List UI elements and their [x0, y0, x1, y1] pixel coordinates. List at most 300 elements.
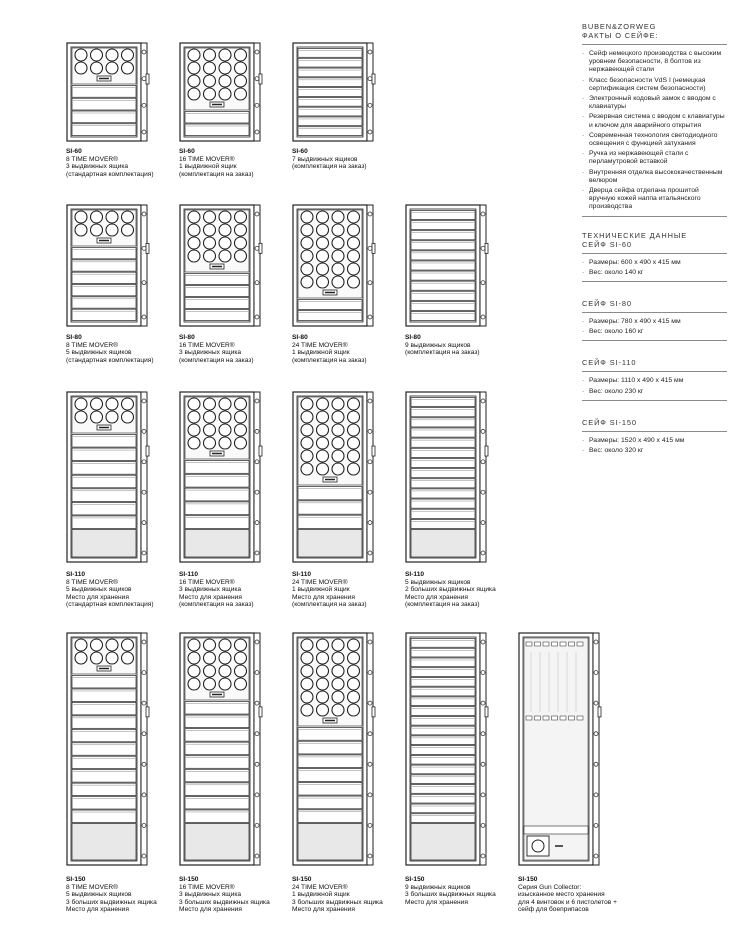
safe-caption	[66, 571, 154, 609]
watch-winder	[219, 639, 231, 651]
bolt	[255, 640, 259, 644]
safe-caption	[292, 876, 383, 914]
drawer	[411, 794, 475, 803]
safe-side	[254, 633, 260, 865]
watch-winder	[317, 211, 329, 223]
drawer	[411, 736, 475, 745]
bolt	[255, 103, 259, 107]
bolt	[481, 701, 485, 705]
watch-winder	[332, 704, 344, 716]
safe-drawing	[292, 391, 376, 563]
watch-winder	[301, 665, 313, 677]
bolt	[368, 640, 372, 644]
caption-line: 16 TIME MOVER®	[179, 341, 235, 349]
watch-winder	[332, 250, 344, 262]
spec-weight: · Вес: около 140 кг	[582, 269, 727, 277]
bolt	[481, 429, 485, 433]
bolt	[255, 130, 259, 134]
watch-winder	[332, 463, 344, 475]
watch-winder	[332, 678, 344, 690]
spec-size: · Размеры: 1110 x 490 x 415 мм	[582, 377, 727, 385]
watch-winder	[204, 88, 216, 100]
handle	[372, 707, 375, 717]
watch-winder	[188, 49, 200, 61]
bolt	[255, 701, 259, 705]
model-name: SI-60	[66, 148, 82, 155]
watch-winder	[204, 224, 216, 236]
watch-winder	[348, 411, 360, 423]
watch-winder	[348, 437, 360, 449]
drawer	[411, 489, 475, 498]
bolt	[255, 460, 259, 464]
storage-space	[185, 530, 249, 558]
watch-winder	[91, 62, 103, 74]
watch-winder	[219, 49, 231, 61]
watch-winder	[122, 211, 134, 223]
model-name: SI-150	[405, 876, 425, 883]
storage-space	[298, 530, 362, 558]
safe-drawing	[292, 632, 376, 866]
watch-winder	[332, 437, 344, 449]
watch-winder	[348, 463, 360, 475]
watch-winder	[332, 237, 344, 249]
handle	[259, 243, 262, 253]
watch-winder	[219, 652, 231, 664]
watch-winder	[332, 691, 344, 703]
safe-drawing	[66, 204, 150, 327]
bolt	[481, 793, 485, 797]
fact-item: · Современная технология светодиодного освещения с функцией затухания	[582, 132, 727, 148]
model-name: SI-80	[405, 334, 421, 341]
handle	[146, 243, 149, 253]
bolt	[368, 854, 372, 858]
drawer	[411, 658, 475, 667]
bolt	[368, 77, 372, 81]
watch-winder	[332, 424, 344, 436]
watch-winder	[188, 398, 200, 410]
watch-winder	[204, 62, 216, 74]
safe-drawing	[66, 391, 150, 563]
drawer	[411, 707, 475, 716]
watch-winder	[301, 424, 313, 436]
bolt	[481, 490, 485, 494]
drawer	[411, 668, 475, 677]
watch-winder	[348, 450, 360, 462]
caption-line: Место для хранения	[292, 906, 355, 914]
handle	[485, 446, 488, 456]
watch-winder	[235, 49, 247, 61]
watch-winder	[301, 652, 313, 664]
drawer	[298, 78, 362, 87]
drawer	[411, 775, 475, 784]
drawer	[298, 68, 362, 77]
caption-line: 16 TIME MOVER®	[179, 883, 235, 891]
drawer	[411, 499, 475, 508]
bolt	[481, 640, 485, 644]
watch-winder	[235, 224, 247, 236]
watch-winder	[317, 678, 329, 690]
spec-weight: · Вес: около 320 кг	[582, 447, 727, 455]
model-name: SI-60	[179, 148, 195, 155]
handle	[372, 74, 375, 84]
drawer	[72, 285, 136, 296]
watch-winder	[188, 652, 200, 664]
watch-winder	[219, 62, 231, 74]
bolt	[594, 854, 598, 858]
caption-line: 3 выдвижных ящика	[66, 163, 129, 171]
bolt	[481, 671, 485, 675]
bolt	[142, 701, 146, 705]
watch-winder	[235, 75, 247, 87]
bolt	[368, 762, 372, 766]
safe-drawing	[292, 204, 376, 327]
bolt	[594, 732, 598, 736]
watch-winder	[91, 411, 103, 423]
safe-side	[141, 43, 147, 141]
bolt	[368, 490, 372, 494]
watch-winder	[301, 691, 313, 703]
drawer	[411, 755, 475, 764]
divider	[582, 312, 727, 313]
watch-winder	[317, 237, 329, 249]
caption-line: 24 TIME MOVER®	[292, 578, 348, 586]
safe-caption	[179, 876, 270, 914]
safe-side	[367, 633, 373, 865]
watch-winder	[75, 62, 87, 74]
divider	[582, 281, 727, 282]
watch-winder	[317, 450, 329, 462]
caption-line: Место для хранения	[66, 593, 129, 601]
watch-winder	[348, 691, 360, 703]
watch-winder	[235, 678, 247, 690]
bolt	[255, 399, 259, 403]
handle	[372, 243, 375, 253]
storage-space	[298, 824, 362, 861]
caption-line: 1 выдвижной ящик	[292, 349, 350, 357]
watch-winder	[332, 639, 344, 651]
facts-list	[582, 50, 727, 212]
caption-line: 24 TIME MOVER®	[292, 883, 348, 891]
drawer	[298, 311, 362, 321]
watch-winder	[301, 463, 313, 475]
safe-caption	[405, 571, 496, 609]
spec-size: · Размеры: 600 x 490 x 415 мм	[582, 259, 727, 267]
caption-line: 9 выдвижных ящиков	[405, 883, 471, 891]
safe-caption	[518, 876, 617, 914]
watch-winder	[235, 652, 247, 664]
bolt	[142, 50, 146, 54]
bolt	[142, 315, 146, 319]
drawer	[298, 97, 362, 106]
watch-winder	[317, 398, 329, 410]
caption-line: 5 выдвижных ящиков	[66, 349, 132, 357]
watch-winder	[235, 237, 247, 249]
watch-winder	[106, 211, 118, 223]
safe-drawing	[66, 632, 150, 866]
watch-winder	[219, 75, 231, 87]
caption-line: 8 TIME MOVER®	[66, 155, 118, 163]
divider	[582, 371, 727, 372]
caption-line: (комплектация на заказ)	[405, 349, 480, 357]
bolt	[481, 762, 485, 766]
watch-winder	[188, 411, 200, 423]
brand-name: BUBEN&ZORWEG	[582, 22, 657, 31]
drawer	[185, 310, 249, 321]
bolt	[368, 823, 372, 827]
watch-winder	[219, 424, 231, 436]
watch-winder	[91, 49, 103, 61]
watch-winder	[106, 398, 118, 410]
model-name: SI-110	[405, 571, 425, 578]
watch-winder	[219, 211, 231, 223]
watch-winder	[106, 62, 118, 74]
drawer	[411, 716, 475, 725]
watch-winder	[106, 224, 118, 236]
caption-line: Место для хранения	[66, 906, 129, 914]
fact-item: · Сейф немецкого производства с высоким уровнем безопасности, 8 болтов из нержавеющей стали	[582, 50, 727, 75]
drawer	[411, 241, 475, 250]
specs-heading: ТЕХНИЧЕСКИЕ ДАННЫЕ	[582, 230, 688, 240]
caption-line: (комплектация на заказ)	[179, 601, 254, 609]
watch-winder	[317, 424, 329, 436]
bolt	[594, 823, 598, 827]
safe-drawing	[405, 204, 489, 327]
bolt	[255, 793, 259, 797]
divider	[582, 44, 727, 45]
drawer	[185, 286, 249, 297]
safe-side	[141, 205, 147, 326]
handle	[259, 707, 262, 717]
bolt	[594, 671, 598, 675]
watch-winder	[348, 250, 360, 262]
watch-winder	[332, 276, 344, 288]
watch-winder	[317, 411, 329, 423]
bolt	[481, 732, 485, 736]
watch-winder	[348, 276, 360, 288]
watch-winder	[301, 211, 313, 223]
drawer	[411, 271, 475, 280]
drawer	[411, 479, 475, 488]
caption-line: (комплектация на заказ)	[292, 163, 367, 171]
drawer	[411, 746, 475, 755]
handle	[485, 243, 488, 253]
model-name: SI-80	[292, 334, 308, 341]
handle	[146, 446, 149, 456]
bolt	[481, 854, 485, 858]
bolt	[255, 50, 259, 54]
caption-line: 5 выдвижных ящиков	[66, 586, 132, 594]
bolt	[142, 732, 146, 736]
handle	[259, 446, 262, 456]
safe-side	[254, 205, 260, 326]
caption-line: 3 выдвижных ящика	[179, 349, 242, 357]
safe-side	[480, 633, 486, 865]
bolt	[368, 793, 372, 797]
watch-winder	[188, 62, 200, 74]
bolt	[142, 793, 146, 797]
bolt	[368, 315, 372, 319]
watch-winder	[301, 398, 313, 410]
safe-side	[367, 43, 373, 141]
safe-caption	[179, 334, 254, 364]
storage-space	[72, 530, 136, 558]
watch-winder	[122, 224, 134, 236]
drawer	[72, 248, 136, 259]
drawer	[411, 448, 475, 457]
bolt	[255, 854, 259, 858]
watch-winder	[301, 411, 313, 423]
watch-winder	[204, 398, 216, 410]
bolt	[255, 732, 259, 736]
bolt	[255, 77, 259, 81]
drawer	[411, 814, 475, 823]
watch-winder	[235, 411, 247, 423]
spec-weight: · Вес: около 230 кг	[582, 388, 727, 396]
watch-winder	[75, 411, 87, 423]
drawer	[298, 300, 362, 310]
bolt	[481, 460, 485, 464]
watch-winder	[106, 639, 118, 651]
drawer	[411, 765, 475, 774]
spec-title-si110: СЕЙФ SI-110	[582, 358, 637, 368]
drawer	[411, 639, 475, 648]
drawer	[185, 298, 249, 309]
caption-line: 5 выдвижных ящиков	[405, 578, 471, 586]
caption-line: изысканное место хранения	[518, 891, 605, 899]
drawer	[298, 58, 362, 67]
drawer	[411, 677, 475, 686]
spec-size: · Размеры: 780 x 490 x 415 мм	[582, 318, 727, 326]
caption-line: 8 TIME MOVER®	[66, 883, 118, 891]
watch-winder	[301, 263, 313, 275]
watch-winder	[317, 704, 329, 716]
drawer	[185, 112, 249, 124]
watch-winder	[188, 211, 200, 223]
bolt	[368, 701, 372, 705]
caption-line: (комплектация на заказ)	[179, 356, 254, 364]
spec-title-si60: СЕЙФ SI-60	[582, 239, 632, 249]
bolt	[368, 429, 372, 433]
drawer	[411, 398, 475, 407]
watch-winder	[91, 652, 103, 664]
watch-winder	[332, 211, 344, 223]
drawer	[411, 291, 475, 300]
watch-winder	[317, 691, 329, 703]
spec-title-si80: СЕЙФ SI-80	[582, 299, 632, 309]
safe-drawing	[518, 632, 602, 866]
drawer	[298, 49, 362, 58]
bolt	[255, 246, 259, 250]
bolt	[368, 671, 372, 675]
watch-winder	[204, 639, 216, 651]
bolt	[481, 246, 485, 250]
bolt	[255, 823, 259, 827]
bolt	[142, 823, 146, 827]
bolt	[142, 130, 146, 134]
safe-caption	[179, 148, 254, 178]
fact-item: · Внутренняя отделка высококачественным велюром	[582, 169, 727, 185]
spec-list-si80	[582, 318, 727, 336]
drawer	[72, 260, 136, 271]
caption-line: (комплектация на заказ)	[405, 601, 480, 609]
watch-winder	[348, 704, 360, 716]
bolt	[368, 460, 372, 464]
bolt	[142, 429, 146, 433]
watch-winder	[348, 398, 360, 410]
watch-winder	[91, 639, 103, 651]
model-name: SI-150	[518, 876, 538, 883]
watch-winder	[122, 639, 134, 651]
divider	[582, 253, 727, 254]
watch-winder	[188, 639, 200, 651]
caption-line: 2 больших выдвижных ящика	[405, 586, 496, 594]
watch-winder	[235, 62, 247, 74]
caption-line: (стандартная комплектация)	[66, 170, 154, 178]
safe-drawing	[179, 42, 263, 142]
drawer	[411, 231, 475, 240]
model-name: SI-150	[292, 876, 312, 883]
model-name: SI-110	[292, 571, 312, 578]
model-name: SI-150	[179, 876, 199, 883]
watch-winder	[301, 224, 313, 236]
bolt	[142, 399, 146, 403]
watch-winder	[348, 424, 360, 436]
watch-winder	[235, 250, 247, 262]
caption-line: Место для хранения	[292, 593, 355, 601]
divider	[582, 400, 727, 401]
drawer	[411, 211, 475, 220]
bolt	[368, 551, 372, 555]
watch-winder	[122, 398, 134, 410]
handle	[485, 707, 488, 717]
caption-line: 3 больших выдвижных ящика	[179, 898, 270, 906]
watch-winder	[122, 411, 134, 423]
watch-winder	[317, 276, 329, 288]
bolt	[368, 281, 372, 285]
watch-winder	[317, 639, 329, 651]
watch-winder	[188, 237, 200, 249]
bolt	[142, 103, 146, 107]
bolt	[255, 490, 259, 494]
drawer	[411, 519, 475, 528]
watch-winder	[317, 250, 329, 262]
storage-space	[185, 824, 249, 861]
watch-winder	[219, 88, 231, 100]
watch-winder	[106, 411, 118, 423]
drawer	[298, 88, 362, 97]
caption-line: (стандартная комплектация)	[66, 356, 154, 364]
caption-line: 9 выдвижных ящиков	[405, 341, 471, 349]
drawer	[411, 648, 475, 657]
caption-line: Место для хранения	[179, 906, 242, 914]
drawer	[411, 418, 475, 427]
watch-winder	[301, 237, 313, 249]
watch-winder	[235, 398, 247, 410]
watch-winder	[219, 398, 231, 410]
safe-caption	[292, 571, 367, 609]
fact-item: · Ручка из нержавеющей стали с перламутровой вставкой	[582, 150, 727, 166]
bolt	[255, 429, 259, 433]
watch-winder	[91, 398, 103, 410]
watch-winder	[348, 237, 360, 249]
caption-line: 24 TIME MOVER®	[292, 341, 348, 349]
bolt	[142, 521, 146, 525]
watch-winder	[106, 652, 118, 664]
watch-winder	[219, 250, 231, 262]
caption-line: сейф для боеприпасов	[518, 906, 589, 914]
bolt	[594, 640, 598, 644]
watch-winder	[301, 639, 313, 651]
